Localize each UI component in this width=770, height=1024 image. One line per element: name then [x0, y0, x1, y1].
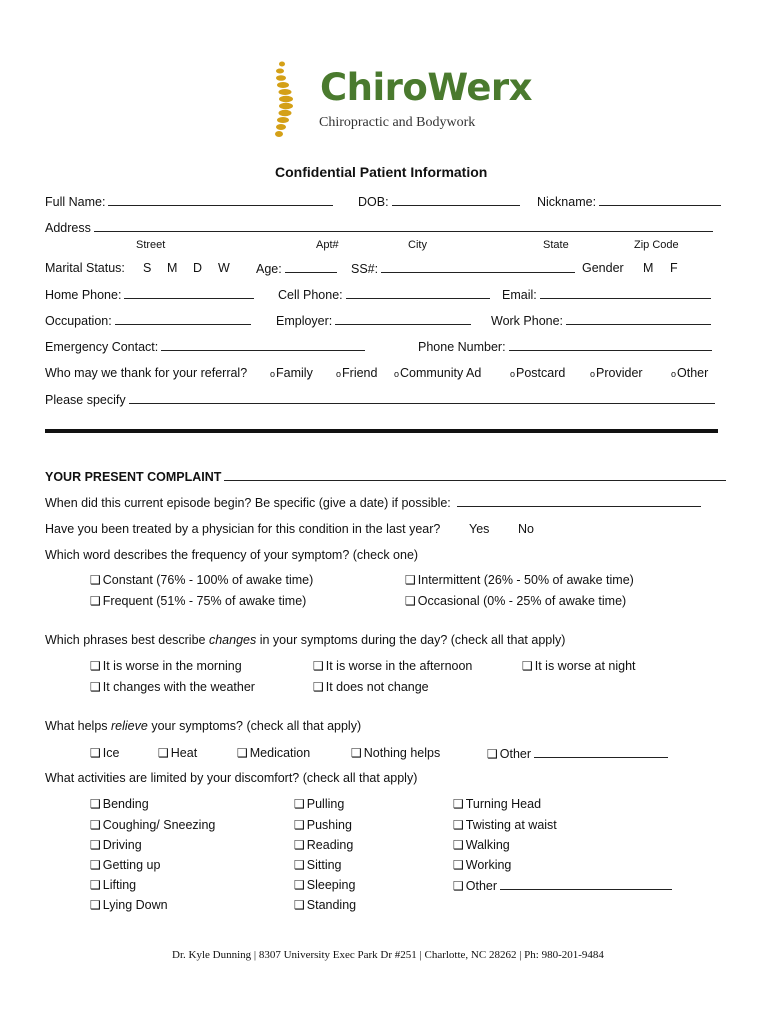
option-label: Lifting [102, 878, 137, 892]
option-label: Standing [306, 898, 357, 912]
checkbox-icon: ❑ [90, 858, 101, 872]
marital-option-m[interactable]: M [167, 261, 178, 275]
changes-option-night[interactable] [522, 658, 636, 674]
zip-label: Zip Code [634, 239, 679, 251]
city-label: City [408, 239, 427, 251]
checkbox-icon: ❑ [453, 858, 464, 872]
changes-question-pre: Which phrases best describe [45, 633, 209, 647]
logo-tagline: Chiropractic and Bodywork [319, 115, 476, 130]
age-label: Age: [256, 262, 282, 276]
referral-option-label: Other [677, 366, 709, 380]
activity-working[interactable] [453, 857, 511, 873]
option-label: It changes with the weather [102, 680, 255, 694]
nickname-line[interactable] [599, 193, 721, 206]
radio-icon: o [394, 369, 400, 379]
option-label: Sleeping [306, 878, 356, 892]
option-label: It is worse at night [534, 659, 636, 673]
home-phone-line[interactable] [124, 286, 254, 299]
treated-question: Have you been treated by a physician for this condition in the last year? [45, 522, 441, 536]
ss-field[interactable] [351, 260, 575, 277]
activity-pushing[interactable] [294, 817, 352, 833]
nickname-field[interactable] [537, 193, 721, 210]
emergency-contact-field[interactable] [45, 338, 365, 355]
full-name-label: Full Name: [45, 195, 106, 209]
cell-phone-field[interactable] [278, 286, 490, 303]
activities-question: What activities are limited by your discomfort? (check all that apply) [45, 771, 418, 785]
address-line[interactable] [94, 219, 713, 232]
logo-brand: ChiroWerx [320, 66, 533, 109]
relieve-question-em: relieve [111, 719, 148, 733]
option-label: Driving [102, 838, 142, 852]
referral-option-community-ad[interactable] [394, 365, 481, 382]
option-label: Coughing/ Sneezing [102, 818, 216, 832]
referral-option-label: Postcard [516, 366, 566, 380]
phone-number-line[interactable] [509, 338, 712, 351]
option-label: Twisting at waist [465, 818, 557, 832]
activity-walking[interactable] [453, 837, 510, 853]
activity-sitting[interactable] [294, 857, 342, 873]
checkbox-icon: ❑ [453, 838, 464, 852]
changes-option-no-change[interactable] [313, 679, 429, 695]
checkbox-icon: ❑ [453, 818, 464, 832]
checkbox-icon: ❑ [90, 898, 101, 912]
activity-lifting[interactable] [90, 877, 136, 893]
option-label: Reading [306, 838, 354, 852]
activity-pulling[interactable] [294, 796, 344, 812]
complaint-heading-row[interactable] [45, 468, 726, 485]
checkbox-icon: ❑ [487, 747, 498, 761]
option-label: Frequent (51% - 75% of awake time) [102, 594, 307, 608]
please-specify-label: Please specify [45, 393, 126, 407]
checkbox-icon: ❑ [313, 659, 324, 673]
complaint-heading: YOUR PRESENT COMPLAINT [45, 470, 222, 484]
work-phone-label: Work Phone: [491, 314, 564, 328]
checkbox-icon: ❑ [294, 858, 305, 872]
checkbox-icon: ❑ [405, 573, 416, 587]
referral-option-other[interactable] [671, 365, 708, 382]
checkbox-icon: ❑ [90, 746, 101, 760]
episode-question: When did this current episode begin? Be specific (give a date) if possible: [45, 496, 451, 510]
changes-question-post: in your symptoms during the day? (check all that apply) [256, 633, 566, 647]
relieve-question [45, 718, 361, 734]
dob-field[interactable] [358, 193, 520, 210]
option-label: Intermittent (26% - 50% of awake time) [417, 573, 634, 587]
activity-lying-down[interactable] [90, 897, 168, 913]
activity-twisting[interactable] [453, 817, 557, 833]
activity-reading[interactable] [294, 837, 353, 853]
marital-option-w[interactable]: W [218, 261, 230, 275]
work-phone-line[interactable] [566, 312, 711, 325]
employer-field[interactable] [276, 312, 471, 329]
referral-option-friend[interactable] [336, 365, 377, 382]
frequency-question: Which word describes the frequency of your symptom? (check one) [45, 548, 419, 562]
episode-line[interactable] [457, 494, 701, 507]
option-label: Pulling [306, 797, 345, 811]
option-label: Turning Head [465, 797, 542, 811]
relieve-other-line[interactable] [534, 745, 668, 758]
checkbox-icon: ❑ [294, 797, 305, 811]
referral-option-label: Community Ad [400, 366, 482, 380]
address-field[interactable] [45, 219, 713, 236]
radio-icon: o [270, 369, 276, 379]
option-label: It does not change [325, 680, 429, 694]
option-label: Bending [102, 797, 149, 811]
employer-line[interactable] [335, 312, 471, 325]
spine-icon [268, 60, 300, 140]
gender-label: Gender [582, 261, 624, 275]
activity-bending[interactable] [90, 796, 149, 812]
phone-number-field[interactable] [418, 338, 712, 355]
nickname-label: Nickname: [537, 195, 597, 209]
option-label: It is worse in the morning [102, 659, 242, 673]
option-label: Walking [465, 838, 510, 852]
footer-contact: Dr. Kyle Dunning | 8307 University Exec Park Dr #251 | Charlotte, NC 28262 | Ph: 980-201-9484 [172, 949, 604, 961]
street-label: Street [136, 239, 166, 251]
checkbox-icon: ❑ [237, 746, 248, 760]
form-title: Confidential Patient Information [275, 164, 488, 180]
relieve-question-post: your symptoms? (check all that apply) [147, 719, 362, 733]
age-line[interactable] [285, 260, 337, 273]
referral-option-label: Family [276, 366, 313, 380]
dob-label: DOB: [358, 195, 389, 209]
checkbox-icon: ❑ [294, 838, 305, 852]
checkbox-icon: ❑ [453, 879, 464, 893]
gender-option-m[interactable]: M [643, 261, 654, 275]
state-label: State [543, 239, 569, 251]
age-field[interactable] [256, 260, 337, 277]
occupation-field[interactable] [45, 312, 251, 329]
option-label: Sitting [306, 858, 342, 872]
please-specify-line[interactable] [129, 391, 715, 404]
checkbox-icon: ❑ [90, 573, 101, 587]
marital-option-s[interactable]: S [143, 261, 152, 275]
activity-sleeping[interactable] [294, 877, 355, 893]
option-label: Nothing helps [363, 746, 441, 760]
dob-line[interactable] [392, 193, 520, 206]
changes-option-morning[interactable] [90, 658, 242, 674]
activity-turning-head[interactable] [453, 796, 541, 812]
option-label: Medication [249, 746, 311, 760]
home-phone-field[interactable] [45, 286, 254, 303]
activity-driving[interactable] [90, 837, 142, 853]
episode-field[interactable] [45, 494, 701, 511]
option-label: Lying Down [102, 898, 168, 912]
checkbox-icon: ❑ [294, 878, 305, 892]
please-specify-field[interactable] [45, 391, 715, 408]
checkbox-icon: ❑ [90, 680, 101, 694]
occupation-line[interactable] [115, 312, 251, 325]
checkbox-icon: ❑ [294, 898, 305, 912]
checkbox-icon: ❑ [90, 594, 101, 608]
activity-standing[interactable] [294, 897, 356, 913]
marital-option-d[interactable]: D [193, 261, 203, 275]
checkbox-icon: ❑ [90, 838, 101, 852]
activity-other-line[interactable] [500, 877, 672, 890]
checkbox-icon: ❑ [294, 818, 305, 832]
email-line[interactable] [540, 286, 711, 299]
referral-option-postcard[interactable] [510, 365, 565, 382]
relieve-question-pre: What helps [45, 719, 112, 733]
apt-label: Apt# [316, 239, 339, 251]
checkbox-icon: ❑ [158, 746, 169, 760]
frequency-option-constant[interactable] [90, 572, 313, 588]
phone-number-label: Phone Number: [418, 340, 506, 354]
treated-yes[interactable]: Yes [469, 522, 490, 536]
checkbox-icon: ❑ [453, 797, 464, 811]
changes-option-afternoon[interactable] [313, 658, 472, 674]
frequency-option-occasional[interactable] [405, 593, 626, 609]
relieve-option-other[interactable] [487, 745, 668, 762]
referral-question: Who may we thank for your referral? [45, 366, 248, 380]
activity-other[interactable] [453, 877, 672, 894]
checkbox-icon: ❑ [522, 659, 533, 673]
relieve-option-heat[interactable] [158, 745, 197, 761]
option-label: Constant (76% - 100% of awake time) [102, 573, 314, 587]
full-name-field[interactable] [45, 193, 333, 210]
complaint-line[interactable] [224, 468, 726, 481]
gender-option-f[interactable]: F [670, 261, 678, 275]
changes-question [45, 632, 565, 648]
checkbox-icon: ❑ [90, 818, 101, 832]
section-divider [45, 429, 718, 433]
email-field[interactable] [502, 286, 711, 303]
checkbox-icon: ❑ [90, 659, 101, 673]
option-label: It is worse in the afternoon [325, 659, 473, 673]
work-phone-field[interactable] [491, 312, 711, 329]
option-label: Getting up [102, 858, 161, 872]
radio-icon: o [336, 369, 342, 379]
marital-status-label: Marital Status: [45, 261, 125, 275]
option-label: Ice [102, 746, 120, 760]
relieve-option-medication[interactable] [237, 745, 310, 761]
frequency-option-frequent[interactable] [90, 593, 306, 609]
referral-option-family[interactable] [270, 365, 313, 382]
checkbox-icon: ❑ [351, 746, 362, 760]
changes-option-weather[interactable] [90, 679, 255, 695]
occupation-label: Occupation: [45, 314, 112, 328]
checkbox-icon: ❑ [90, 797, 101, 811]
option-label: Other [499, 747, 532, 761]
relieve-option-nothing[interactable] [351, 745, 440, 761]
radio-icon: o [510, 369, 516, 379]
option-label: Occasional (0% - 25% of awake time) [417, 594, 627, 608]
referral-option-label: Friend [342, 366, 378, 380]
option-label: Heat [170, 746, 198, 760]
referral-option-provider[interactable] [590, 365, 643, 382]
radio-icon: o [671, 369, 677, 379]
activity-getting-up[interactable] [90, 857, 160, 873]
referral-option-label: Provider [596, 366, 643, 380]
cell-phone-label: Cell Phone: [278, 288, 343, 302]
home-phone-label: Home Phone: [45, 288, 122, 302]
frequency-option-intermittent[interactable] [405, 572, 634, 588]
ss-line[interactable] [381, 260, 575, 273]
emergency-contact-line[interactable] [161, 338, 365, 351]
emergency-contact-label: Emergency Contact: [45, 340, 159, 354]
cell-phone-line[interactable] [346, 286, 490, 299]
ss-label: SS#: [351, 262, 379, 276]
changes-question-em: changes [208, 633, 257, 647]
employer-label: Employer: [276, 314, 333, 328]
checkbox-icon: ❑ [313, 680, 324, 694]
checkbox-icon: ❑ [90, 878, 101, 892]
relieve-option-ice[interactable] [90, 745, 119, 761]
address-label: Address [45, 221, 91, 235]
option-label: Other [465, 879, 498, 893]
option-label: Working [465, 858, 512, 872]
option-label: Pushing [306, 818, 352, 832]
full-name-line[interactable] [108, 193, 333, 206]
treated-no[interactable]: No [518, 522, 534, 536]
activity-coughing[interactable] [90, 817, 215, 833]
radio-icon: o [590, 369, 596, 379]
email-label: Email: [502, 288, 537, 302]
checkbox-icon: ❑ [405, 594, 416, 608]
